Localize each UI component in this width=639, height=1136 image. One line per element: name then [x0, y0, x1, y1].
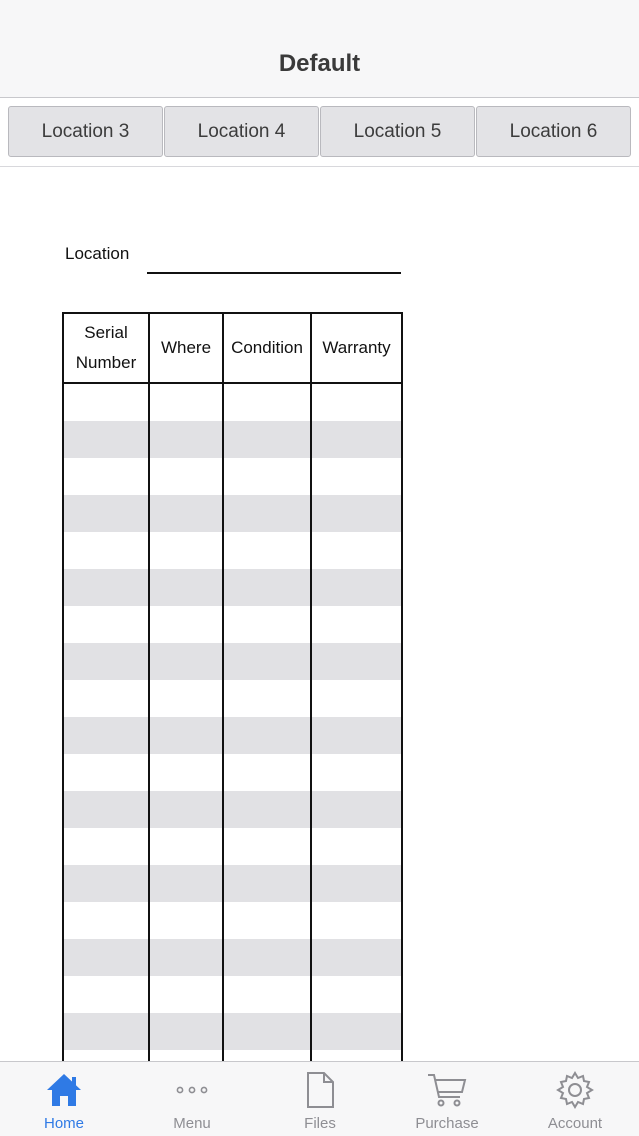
- tab-home[interactable]: [0, 1062, 128, 1136]
- tab-home-label: Home: [43, 1115, 84, 1132]
- navigation-bar: [0, 0, 639, 98]
- tab-files-label: Files: [304, 1115, 336, 1132]
- column-header-serial-number: Serial Number: [75, 323, 137, 372]
- column-divider: [310, 314, 312, 1072]
- column-header-condition: Condition: [231, 338, 303, 357]
- table-row-stripe: [64, 865, 401, 902]
- table-row-stripe: [64, 939, 401, 976]
- table-row-stripe: [64, 1013, 401, 1050]
- table-row-stripe: [64, 495, 401, 532]
- table-body: [64, 384, 401, 1072]
- table-row-stripe: [64, 717, 401, 754]
- bottom-tab-bar: [0, 1061, 639, 1136]
- home-icon: [45, 1069, 83, 1111]
- location-input[interactable]: [147, 245, 401, 274]
- tab-menu-label: Menu: [173, 1115, 211, 1132]
- column-header-warranty: Warranty: [322, 338, 391, 357]
- inventory-table: [62, 312, 403, 1072]
- column-divider: [222, 314, 224, 1072]
- column-divider: [148, 314, 150, 1072]
- location-3-button[interactable]: Location 3: [8, 106, 163, 157]
- location-4-button[interactable]: Location 4: [164, 106, 319, 157]
- gear-icon: [556, 1069, 594, 1111]
- page-title: Default: [278, 50, 361, 77]
- tab-files[interactable]: [256, 1062, 384, 1136]
- location-label: Location: [65, 244, 130, 263]
- column-header-where: Where: [160, 338, 212, 357]
- location-5-button[interactable]: Location 5: [320, 106, 475, 157]
- table-row-stripe: [64, 569, 401, 606]
- table-header: [64, 314, 401, 384]
- location-6-button[interactable]: Location 6: [476, 106, 631, 157]
- more-dots-icon: [173, 1069, 211, 1111]
- table-row-stripe: [64, 791, 401, 828]
- table-row-stripe: [64, 421, 401, 458]
- table-row-stripe: [64, 643, 401, 680]
- tab-menu[interactable]: [128, 1062, 256, 1136]
- tab-account-label: Account: [547, 1115, 603, 1132]
- cart-icon: [427, 1069, 467, 1111]
- tab-purchase-label: Purchase: [415, 1115, 479, 1132]
- location-tab-bar: [0, 99, 639, 167]
- tab-purchase[interactable]: [383, 1062, 511, 1136]
- tab-account[interactable]: [511, 1062, 639, 1136]
- file-icon: [301, 1069, 339, 1111]
